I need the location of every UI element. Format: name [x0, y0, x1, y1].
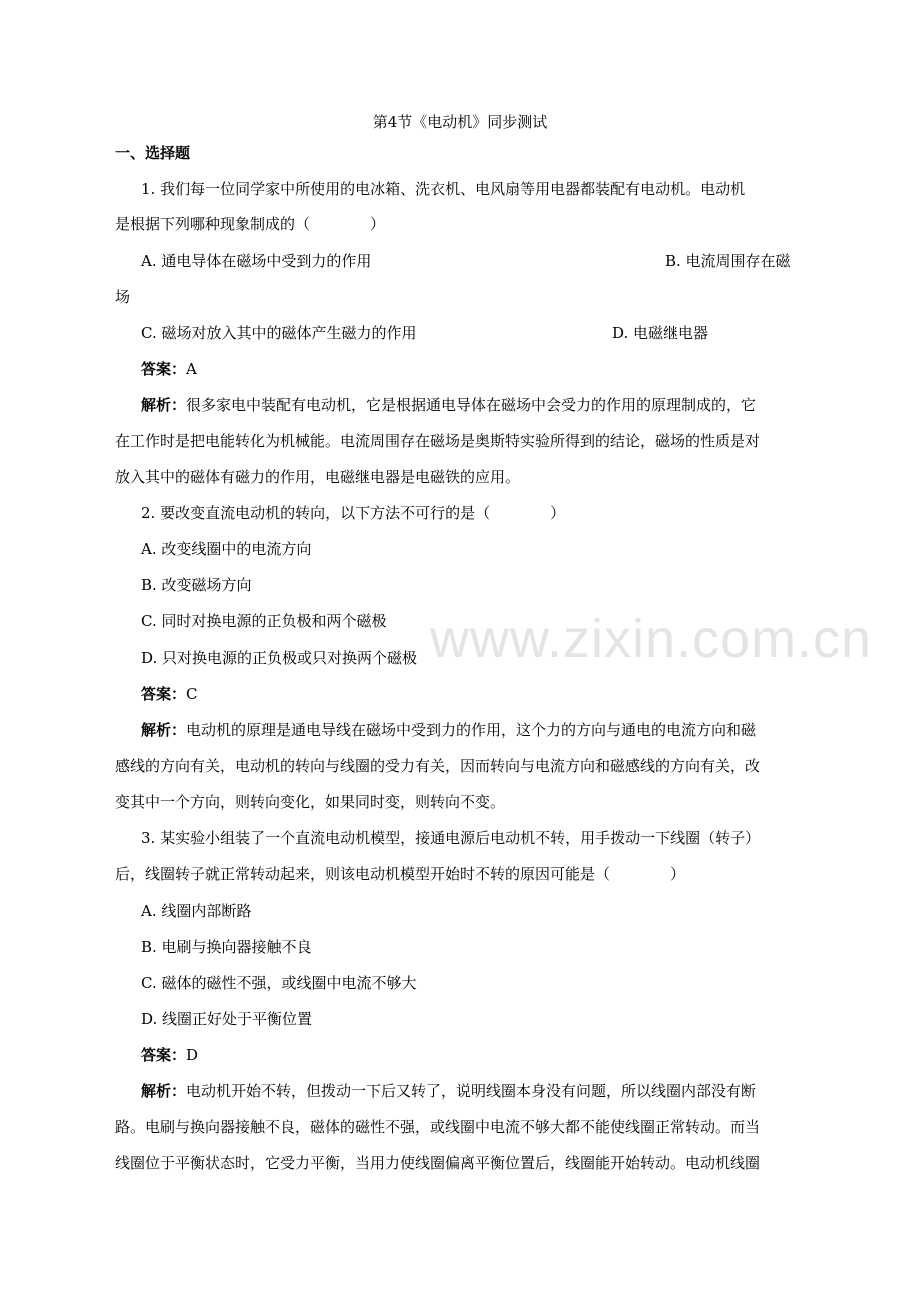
- watermark: www.zixin.com.cn: [430, 609, 873, 669]
- q1-analysis-line1: 解析：很多家电中装配有电动机，它是根据通电导体在磁场中会受力的作用的原理制成的，它: [141, 396, 757, 414]
- analysis-label: 解析：: [141, 1082, 187, 1100]
- q2-option-d: D. 只对换电源的正负极或只对换两个磁极: [141, 649, 418, 667]
- analysis-label: 解析：: [141, 396, 187, 414]
- q2-stem: 2. 要改变直流电动机的转向，以下方法不可行的是（ ）: [141, 504, 566, 522]
- q2-analysis-line3: 变其中一个方向，则转向变化，如果同时变，则转向不变。: [115, 793, 506, 811]
- q3-option-a: A. 线圈内部断路: [141, 902, 252, 920]
- answer-value: A: [186, 360, 197, 378]
- q2-answer: [141, 684, 198, 704]
- q3-analysis-line1: 解析：电动机开始不转，但拨动一下后又转了，说明线圈本身没有问题，所以线圈内部没有断: [141, 1082, 757, 1100]
- q2-option-c: C. 同时对换电源的正负极和两个磁极: [141, 612, 387, 630]
- q1-answer: [141, 359, 197, 379]
- q3-option-c: C. 磁体的磁性不强，或线圈中电流不够大: [141, 974, 417, 992]
- q1-analysis-line3: 放入其中的磁体有磁力的作用，电磁继电器是电磁铁的应用。: [115, 468, 521, 486]
- q3-stem-line1: 3. 某实验小组装了一个直流电动机模型，接通电源后电动机不转，用手拨动一下线圈（转子）: [141, 829, 761, 847]
- answer-label: 答案：: [141, 360, 187, 378]
- q3-answer: [141, 1045, 198, 1065]
- q1-stem-line1: 1. 我们每一位同学家中所使用的电冰箱、洗衣机、电风扇等用电器都装配有电动机。电动机: [141, 180, 746, 198]
- q3-option-d: D. 线圈正好处于平衡位置: [141, 1010, 313, 1028]
- q3-analysis-line3: 线圈位于平衡状态时，它受力平衡，当用力使线圈偏离平衡位置后，线圈能开始转动。电动机线圈: [115, 1154, 761, 1172]
- q1-option-b-cont: 场: [115, 288, 131, 306]
- answer-label: 答案：: [141, 1046, 187, 1064]
- q1-option-c: C. 磁场对放入其中的磁体产生磁力的作用: [141, 324, 417, 342]
- q2-option-a: A. 改变线圈中的电流方向: [141, 540, 312, 558]
- q1-option-b: B. 电流周围存在磁: [665, 252, 791, 270]
- q3-option-b: B. 电刷与换向器接触不良: [141, 938, 312, 956]
- answer-value: C: [186, 685, 198, 703]
- q2-analysis-line2: 感线的方向有关，电动机的转向与线圈的受力有关，因而转向与电流方向和磁感线的方向有关，改: [115, 757, 761, 775]
- page-title: 第4节《电动机》同步测试: [372, 113, 548, 131]
- q1-analysis-line2: 在工作时是把电能转化为机械能。电流周围存在磁场是奥斯特实验所得到的结论，磁场的性质是对: [115, 432, 761, 450]
- q3-stem-line2: 后，线圈转子就正常转动起来，则该电动机模型开始时不转的原因可能是（ ）: [115, 865, 686, 883]
- answer-label: 答案：: [141, 685, 187, 703]
- answer-value: D: [186, 1046, 199, 1064]
- q3-analysis-line2: 路。电刷与换向器接触不良，磁体的磁性不强，或线圈中电流不够大都不能使线圈正常转动。而当: [115, 1118, 761, 1136]
- q1-option-a: A. 通电导体在磁场中受到力的作用: [141, 252, 372, 270]
- q2-analysis-line1: 解析：电动机的原理是通电导线在磁场中受到力的作用，这个力的方向与通电的电流方向和磁: [141, 721, 757, 739]
- q1-stem-line2: 是根据下列哪种现象制成的（ ）: [115, 215, 386, 233]
- q1-option-d: D. 电磁继电器: [612, 324, 709, 342]
- section-heading: 一、选择题: [115, 144, 191, 162]
- q2-option-b: B. 改变磁场方向: [141, 576, 252, 594]
- analysis-label: 解析：: [141, 721, 187, 739]
